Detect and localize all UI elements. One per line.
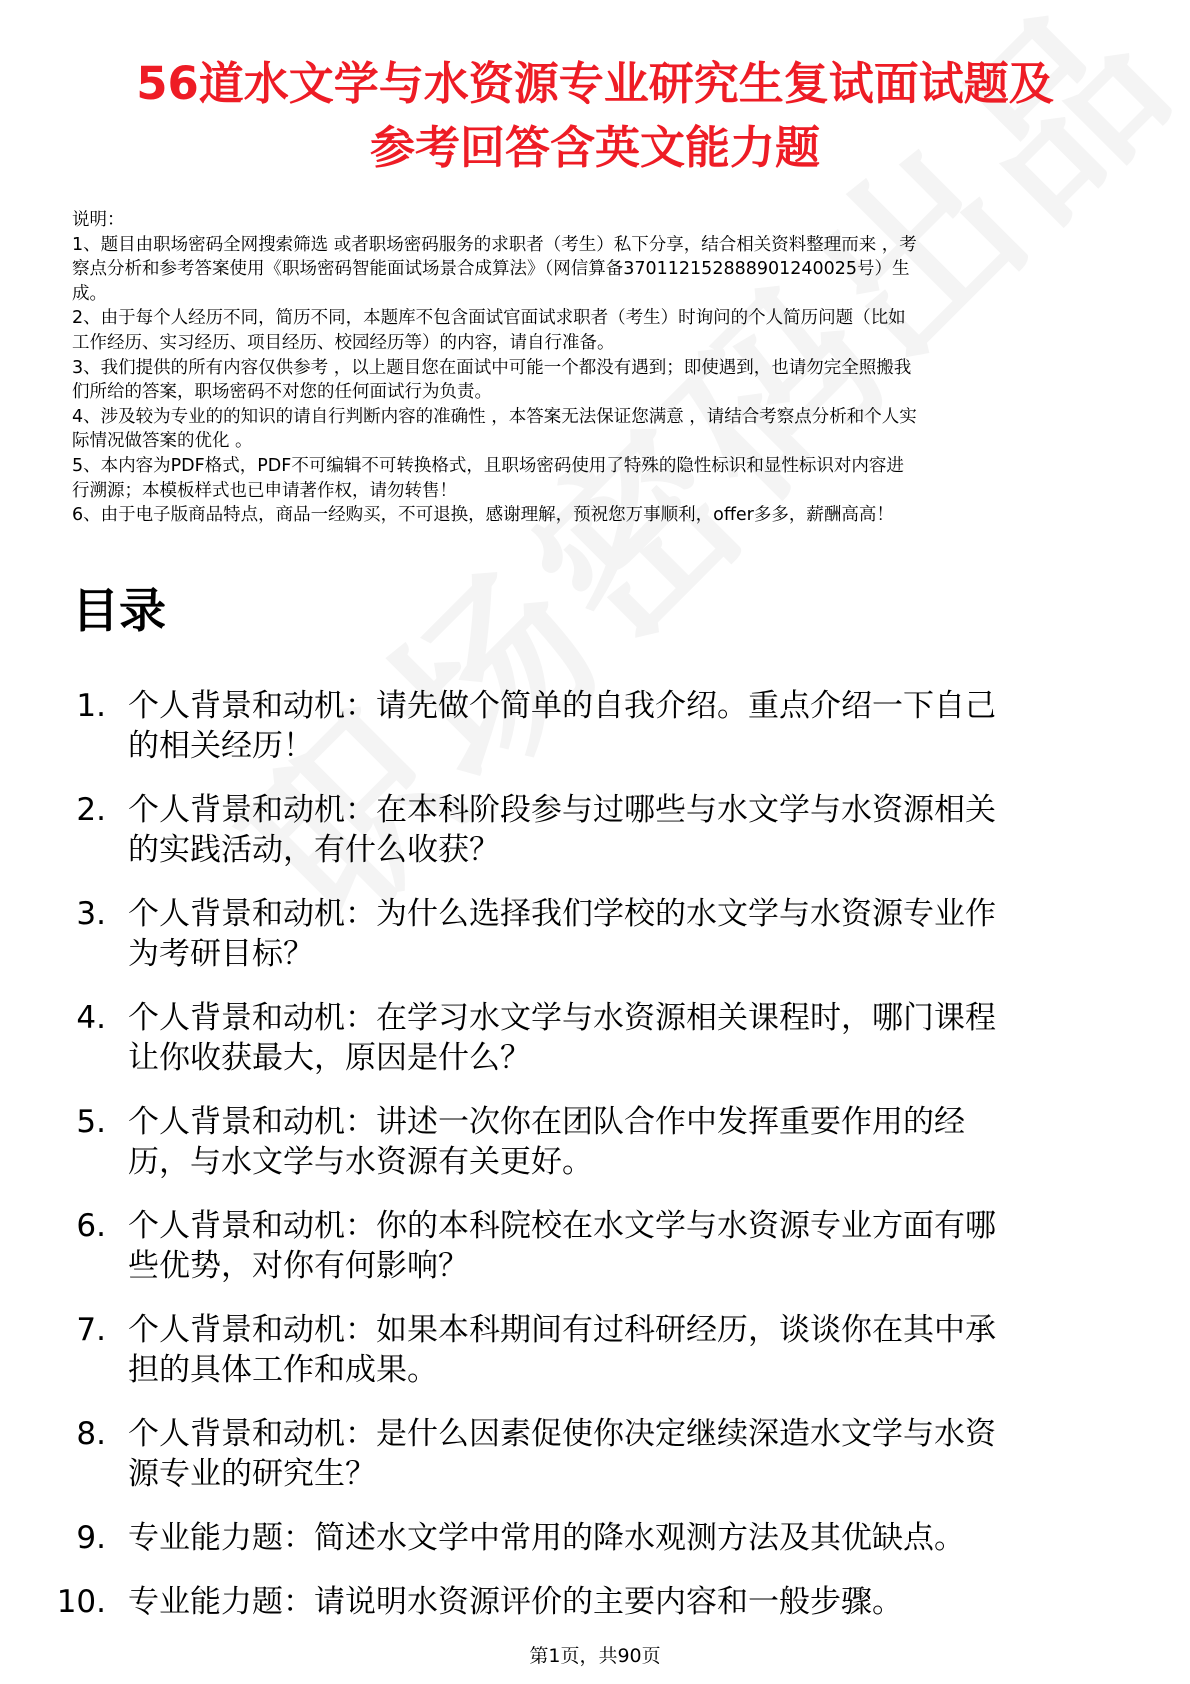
toc-list xyxy=(40,686,1130,1646)
notes-line: 们所给的答案，职场密码不对您的任何面试行为负责。 xyxy=(72,382,492,403)
notes-line: 察点分析和参考答案使用《职场密码智能面试场景合成算法》（网信算备370112152888901240025号）生 xyxy=(72,259,910,280)
notes-line: 工作经历、实习经历、项目经历、校园经历等）的内容，请自行准备。 xyxy=(72,332,615,353)
toc-item-text: 个人背景和动机：在学习水文学与水资源相关课程时，哪门课程 xyxy=(128,1000,996,1036)
notes-line: 1、题目由职场密码全网搜索筛选 或者职场密码服务的求职者（考生）私下分享，结合相关资料整理而来 ，考 xyxy=(72,234,917,255)
toc-item-number: 4. xyxy=(76,1000,106,1036)
toc-item-text: 个人背景和动机：讲述一次你在团队合作中发挥重要作用的经 xyxy=(128,1104,965,1140)
toc-item-text: 的相关经历！ xyxy=(128,728,314,764)
notes-line: 成。 xyxy=(72,283,107,304)
document-title xyxy=(60,52,1130,180)
toc-item[interactable] xyxy=(40,1102,1130,1182)
notes-line: 6、由于电子版商品特点，商品一经购买，不可退换，感谢理解，预祝您万事顺利，offer多多，薪酬高高！ xyxy=(72,505,894,526)
toc-heading: 目录 xyxy=(72,584,166,639)
toc-item[interactable] xyxy=(40,1310,1130,1390)
toc-item-text: 个人背景和动机：是什么因素促使你决定继续深造水文学与水资 xyxy=(128,1416,996,1452)
toc-item-text: 历，与水文学与水资源有关更好。 xyxy=(128,1144,593,1180)
toc-item[interactable] xyxy=(40,998,1130,1078)
toc-item-text: 源专业的研究生？ xyxy=(128,1456,376,1492)
notes-line: 2、由于每个人经历不同，简历不同，本题库不包含面试官面试求职者（考生）时询问的个人简历问题（比如 xyxy=(72,308,906,329)
toc-item-number: 8. xyxy=(76,1416,106,1452)
notes-line: 5、本内容为PDF格式，PDF不可编辑不可转换格式，且职场密码使用了特殊的隐性标识和显性标识对内容进 xyxy=(72,455,904,476)
toc-item-number: 7. xyxy=(76,1312,106,1348)
toc-item-number: 1. xyxy=(76,688,106,724)
notes-line: 4、涉及较为专业的的知识的请自行判断内容的准确性 ，本答案无法保证您满意 ，请结合考察点分析和个人实 xyxy=(72,406,917,427)
toc-item-text: 专业能力题：请说明水资源评价的主要内容和一般步骤。 xyxy=(128,1584,903,1620)
toc-item-text: 让你收获最大，原因是什么？ xyxy=(128,1040,531,1076)
toc-item[interactable] xyxy=(40,894,1130,974)
toc-item[interactable] xyxy=(40,1206,1130,1286)
toc-item[interactable] xyxy=(40,1518,1130,1558)
toc-item-number: 9. xyxy=(76,1520,106,1556)
toc-item-number: 5. xyxy=(76,1104,106,1140)
toc-item[interactable] xyxy=(40,1414,1130,1494)
notes-heading: 说明： xyxy=(72,210,125,230)
toc-item-text: 个人背景和动机：在本科阶段参与过哪些与水文学与水资源相关 xyxy=(128,792,996,828)
toc-item-number: 10. xyxy=(56,1584,106,1620)
toc-item-number: 2. xyxy=(76,792,106,828)
toc-item-text: 些优势，对你有何影响？ xyxy=(128,1248,469,1284)
toc-item-text: 为考研目标？ xyxy=(128,936,314,972)
page-number: 第1页，共90页 xyxy=(529,1645,661,1667)
notes-line: 行溯源；本模板样式也已申请著作权，请勿转售！ xyxy=(72,480,457,501)
notes-line: 际情况做答案的优化 。 xyxy=(72,431,253,452)
toc-item-number: 6. xyxy=(76,1208,106,1244)
notes-section xyxy=(72,208,1122,528)
title-line-2: 参考回答含英文能力题 xyxy=(369,121,820,174)
toc-item-text: 个人背景和动机：请先做个简单的自我介绍。重点介绍一下自己 xyxy=(128,688,996,724)
toc-item-text: 担的具体工作和成果。 xyxy=(128,1352,438,1388)
toc-item-text: 个人背景和动机：如果本科期间有过科研经历，谈谈你在其中承 xyxy=(128,1312,996,1348)
toc-item-text: 个人背景和动机：为什么选择我们学校的水文学与水资源专业作 xyxy=(128,896,996,932)
toc-item-number: 3. xyxy=(76,896,106,932)
toc-item-text: 专业能力题：简述水文学中常用的降水观测方法及其优缺点。 xyxy=(128,1520,965,1556)
toc-item[interactable] xyxy=(40,1582,1130,1622)
notes-line: 3、我们提供的所有内容仅供参考 ，以上题目您在面试中可能一个都没有遇到；即使遇到，也请勿完全照搬我 xyxy=(72,357,912,378)
toc-item-text: 的实践活动，有什么收获？ xyxy=(128,832,500,868)
title-line-1: 56道水文学与水资源专业研究生复试面试题及 xyxy=(136,57,1054,110)
toc-item[interactable] xyxy=(40,686,1130,766)
toc-item-text: 个人背景和动机：你的本科院校在水文学与水资源专业方面有哪 xyxy=(128,1208,996,1244)
toc-item[interactable] xyxy=(40,790,1130,870)
